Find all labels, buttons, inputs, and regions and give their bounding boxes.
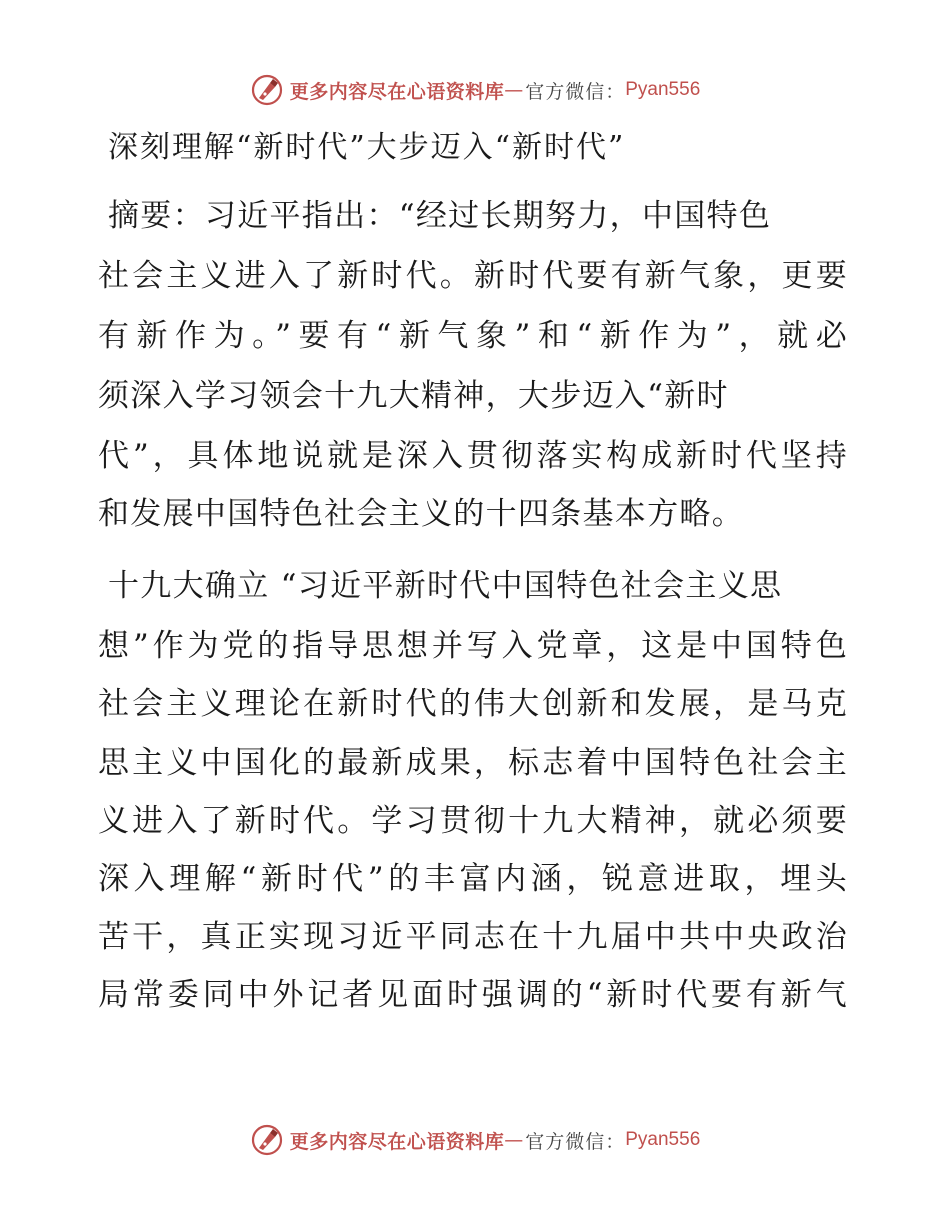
wechat-id: Pyan556 — [625, 79, 701, 100]
body-line: 有新作为。”要有“新气象”和“新作为”，就必 — [98, 318, 848, 354]
wechat-label: 官方微信： — [525, 1130, 626, 1153]
body-line: 思主义中国化的最新成果，标志着中国特色社会主 — [98, 745, 848, 781]
body-line: 想”作为党的指导思想并写入党章，这是中国特色 — [98, 628, 848, 664]
body-line: 摘要：习近平指出：“经过长期努力，中国特色 — [108, 198, 772, 234]
banner-separator: — — [504, 1129, 524, 1151]
banner-text: 更多内容尽在心语资料库 — [289, 1130, 505, 1153]
document-title: 深刻理解“新时代”大步迈入“新时代” — [108, 130, 626, 165]
header-banner — [0, 70, 950, 110]
body-line: 社会主义进入了新时代。新时代要有新气象，更要 — [98, 258, 848, 294]
body-line: 代”，具体地说就是深入贯彻落实构成新时代坚持 — [98, 438, 848, 474]
body-line: 义进入了新时代。学习贯彻十九大精神，就必须要 — [98, 803, 848, 839]
banner-separator: — — [504, 79, 524, 101]
body-line: 苦干，真正实现习近平同志在十九届中共中央政治 — [98, 919, 848, 955]
body-line: 局常委同中外记者见面时强调的“新时代要有新气 — [98, 977, 848, 1013]
wechat-id: Pyan556 — [625, 1129, 701, 1150]
pen-nib-logo-icon — [250, 73, 284, 107]
wechat-label: 官方微信： — [525, 80, 626, 103]
body-line: 须深入学习领会十九大精神，大步迈入“新时 — [98, 378, 729, 414]
body-line: 和发展中国特色社会主义的十四条基本方略。 — [98, 496, 744, 532]
banner-text: 更多内容尽在心语资料库 — [289, 80, 505, 103]
body-line: 十九大确立 “习近平新时代中国特色社会主义思 — [108, 568, 783, 604]
footer-banner — [0, 1120, 950, 1160]
body-line: 深入理解“新时代”的丰富内涵，锐意进取，埋头 — [98, 861, 848, 897]
body-line: 社会主义理论在新时代的伟大创新和发展，是马克 — [98, 686, 848, 722]
pen-nib-logo-icon — [250, 1123, 284, 1157]
